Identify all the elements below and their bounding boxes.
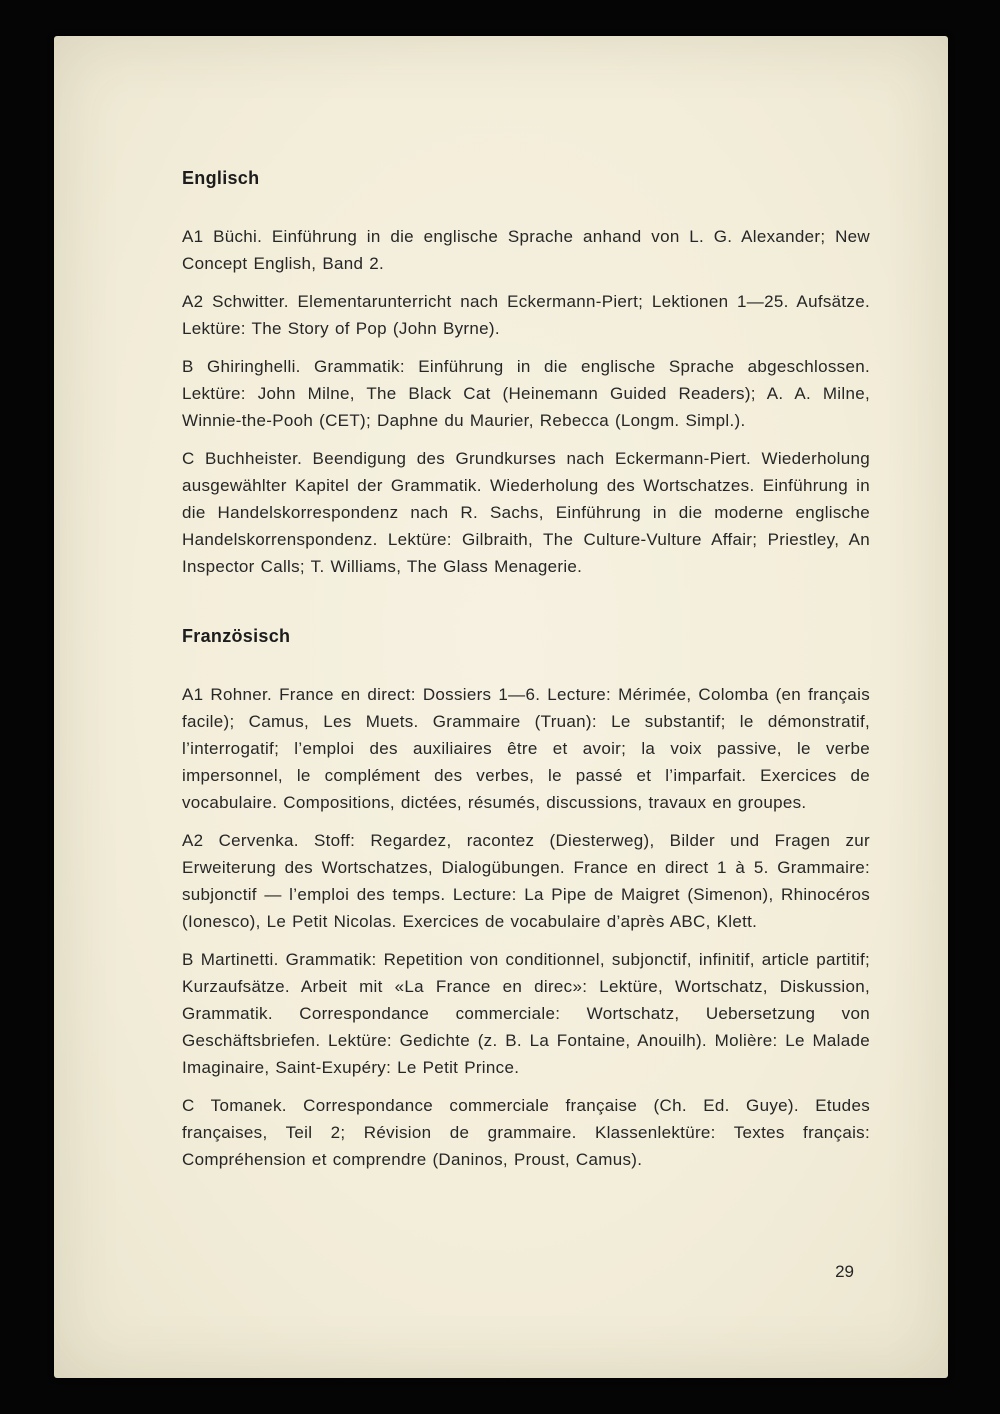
section-heading-franzoesisch: Französisch: [182, 626, 291, 646]
course-paragraph-b-ghiringhelli: B Ghiringhelli. Grammatik: Einführung in die englische Sprache abgeschlossen. Lektüre: John Milne, The Black Cat (Heinemann Guided Readers); A. A. Milne, Winnie-the-Pooh (CET); Daphne du Maurier, Rebecca (Longm. Simpl.).: [182, 357, 870, 430]
page-number: 29: [835, 1262, 854, 1281]
course-paragraph-c-tomanek: C Tomanek. Correspondance commerciale française (Ch. Ed. Guye). Etudes françaises, Teil 2; Révision de grammaire. Klassenlektüre: Textes français: Compréhension et comprendre (Daninos, Proust, Camus).: [182, 1096, 870, 1169]
section-englisch: [182, 168, 870, 580]
document-page: [54, 36, 948, 1378]
section-franzoesisch: [182, 626, 870, 1173]
course-paragraph-a2-cervenka: A2 Cervenka. Stoff: Regardez, racontez (Diesterweg), Bilder und Fragen zur Erweiterung des Wortschatzes, Dialogübungen. France en direct 1 à 5. Grammaire: subjonctif — l’emploi des temps. Lecture: La Pipe de Maigret (Simenon), Rhinocéros (Ionesco), Le Petit Nicolas. Exercices de vocabulaire d’après ABC, Klett.: [182, 831, 870, 931]
course-paragraph-c-buchheister: C Buchheister. Beendigung des Grundkurses nach Eckermann-Piert. Wiederholung ausgewählter Kapitel der Grammatik. Wiederholung des Wortschatzes. Einführung in die Handelskorrespondenz nach R. Sachs, Einführung in die moderne englische Handelskorrenspondenz. Lektüre: Gilbraith, The Culture-Vulture Affair; Priestley, An Inspector Calls; T. Williams, The Glass Menagerie.: [182, 449, 870, 576]
course-paragraph-b-martinetti: B Martinetti. Grammatik: Repetition von conditionnel, subjonctif, infinitif, article partitif; Kurzaufsätze. Arbeit mit «La France en direc»: Lektüre, Wortschatz, Diskussion, Grammatik. Correspondance commerciale: Wortschatz, Uebersetzung von Geschäftsbriefen. Lektüre: Gedichte (z. B. La Fontaine, Anouilh). Molière: Le Malade Imaginaire, Saint-Exupéry: Le Petit Prince.: [182, 950, 870, 1077]
course-paragraph-a1-buechi: A1 Büchi. Einführung in die englische Sprache anhand von L. G. Alexander; New Concept English, Band 2.: [182, 227, 870, 273]
section-heading-englisch: Englisch: [182, 168, 260, 188]
course-paragraph-a2-schwitter: A2 Schwitter. Elementarunterricht nach Eckermann-Piert; Lektionen 1—25. Aufsätze. Lektüre: The Story of Pop (John Byrne).: [182, 292, 870, 338]
page-content: [182, 168, 870, 1184]
course-paragraph-a1-rohner: A1 Rohner. France en direct: Dossiers 1—6. Lecture: Mérimée, Colomba (en français facile); Camus, Les Muets. Grammaire (Truan): Le substantif; le démonstratif, l’interrogatif; l’emploi des auxiliaires être et avoir; la voix passive, le verbe impersonnel, le complément des verbes, le passé et l’imparfait. Exercices de vocabulaire. Compositions, dictées, résumés, discussions, travaux en groupes.: [182, 685, 870, 812]
